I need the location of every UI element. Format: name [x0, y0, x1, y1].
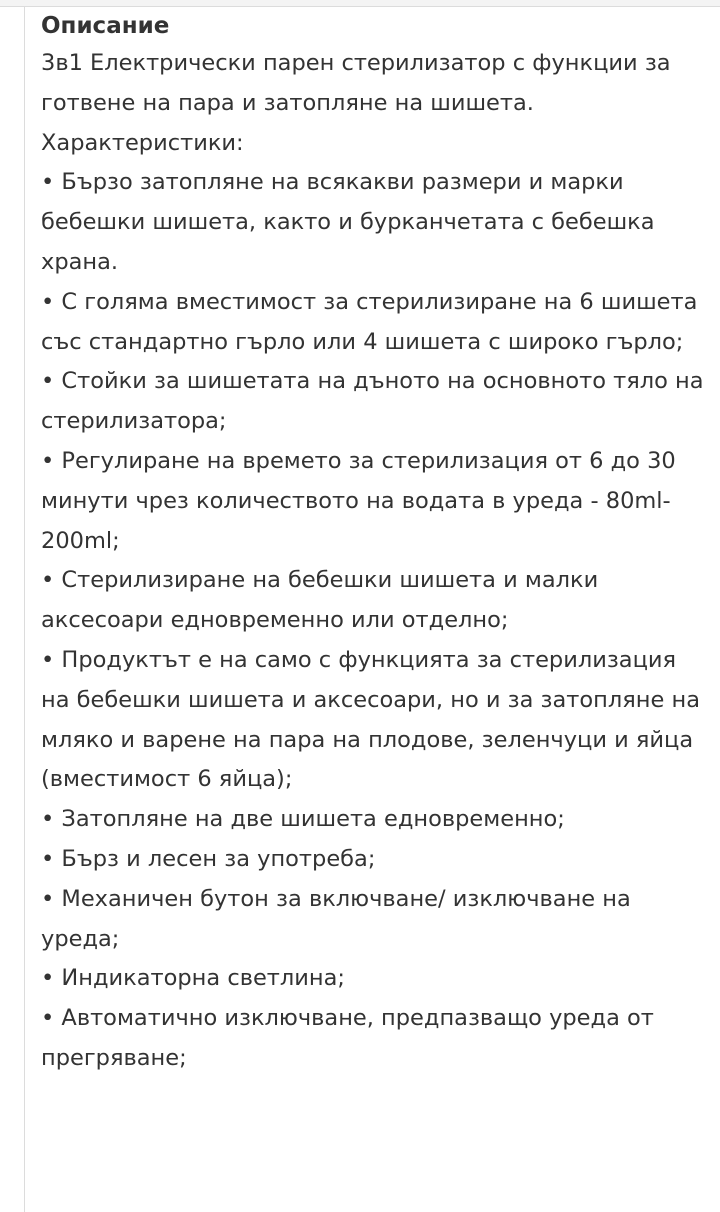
feature-item: • Стерилизиране на бебешки шишета и малки аксесоари едновременно или отделно; [41, 567, 599, 634]
feature-item: • Бърз и лесен за употреба; [41, 845, 376, 872]
description-body [41, 44, 706, 1079]
panel-left-border [24, 7, 25, 1212]
feature-item: • Затопляне на две шишета едновременно; [41, 806, 565, 833]
feature-item: • Регулиране на времето за стерилизация от 6 до 30 минути чрез количеството на водата в уреда - 80ml-200ml; [41, 447, 676, 554]
feature-item: • Бързо затопляне на всякакви размери и марки бебешки шишета, както и бурканчетата с бебешка храна. [41, 169, 655, 275]
features-heading: Характеристики: [41, 129, 244, 156]
feature-item: • Автоматично изключване, предпазващо уреда от прегряване; [41, 1005, 654, 1071]
description-title: Описание [41, 13, 170, 39]
intro-paragraph: 3в1 Електрически парен стерилизатор с функции за готвене на пара и затопляне на шишета. [41, 50, 671, 116]
feature-item: • Индикаторна светлина; [41, 965, 345, 992]
feature-item: • Стойки за шишетата на дъното на основното тяло на стерилизатора; [41, 368, 704, 435]
feature-item: • Механичен бутон за включване/ изключване на уреда; [41, 885, 631, 952]
feature-item: • С голяма вместимост за стерилизиране на 6 шишета със стандартно гърло или 4 шишета с широко гърло; [41, 288, 698, 355]
description-section [41, 8, 706, 1079]
feature-item: • Продуктът е на само с функцията за стерилизация на бебешки шишета и аксесоари, но и за затопляне на мляко и варене на пара на плодове, зеленчуци и яйца (вместимост 6 яйца); [41, 646, 700, 793]
panel-top-border [0, 0, 720, 7]
